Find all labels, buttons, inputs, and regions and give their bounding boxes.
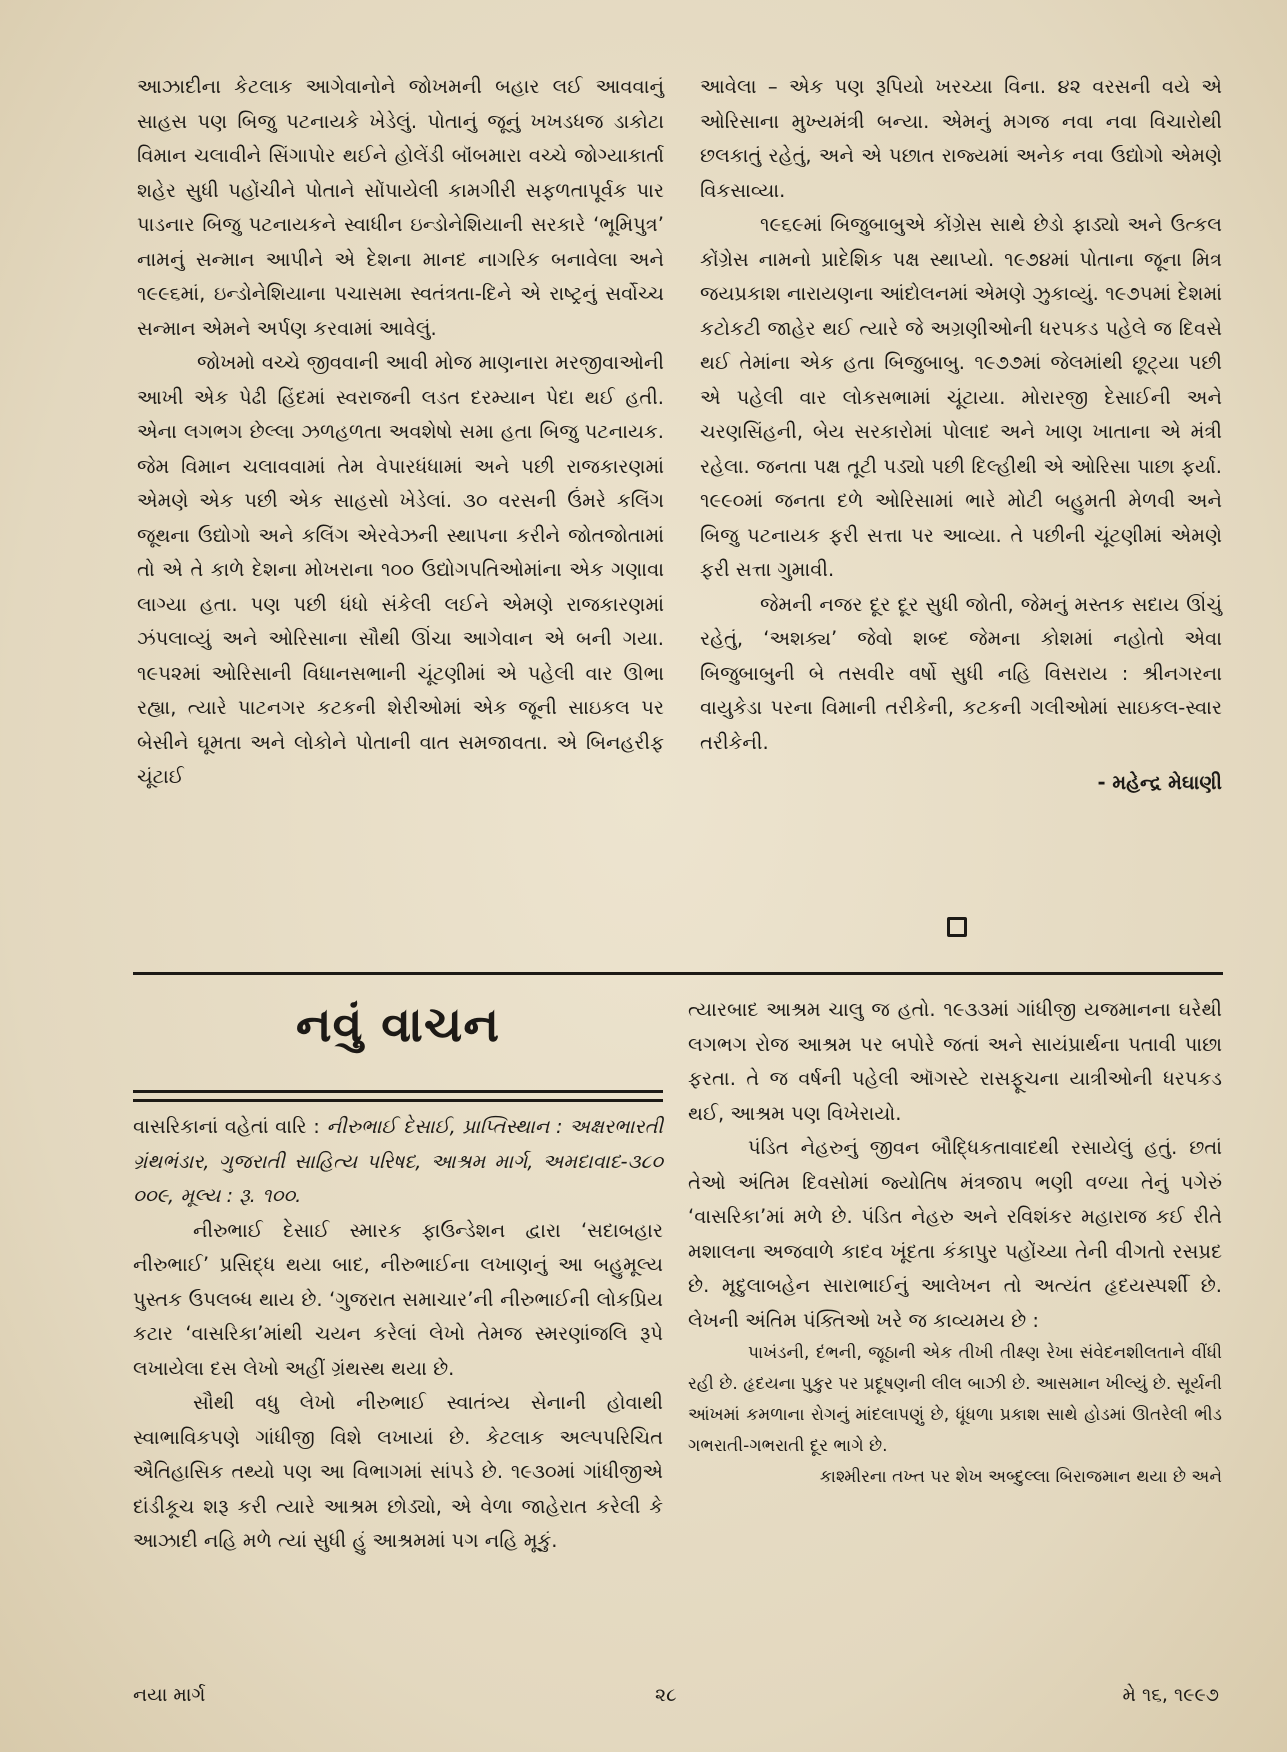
- article-paragraph: આવેલા – એક પણ રૂપિયો ખરચ્યા વિના. ૪૨ વરસની વયે એ ઓરિસાના મુખ્યમંત્રી બન્યા. એમનું મગજ નવા નવા વિચારોથી છલકાતું રહેતું, અને એ પછાત રાજ્યમાં અનેક નવા ઉદ્યોગો એમણે વિકસાવ્યા.: [700, 75, 1222, 202]
- section-divider: [133, 972, 1223, 975]
- article-paragraph: ૧૯૬૯માં બિજુબાબુએ કોંગ્રેસ સાથે છેડો ફાડ્યો અને ઉત્કલ કોંગ્રેસ નામનો પ્રાદેશિક પક્ષ સ્થાપ્યો. ૧૯૭૪માં પોતાના જૂના મિત્ર જયપ્રકાશ નારાયણના આંદોલનમાં એમણે ઝુકાવ્યું. ૧૯૭૫માં દેશમાં કટોકટી જાહેર થઈ ત્યારે જે અગ્રણીઓની ધરપકડ પહેલે જ દિવસે થઈ તેમાંના એક હતા બિજુબાબુ. ૧૯૭૭માં જેલમાંથી છૂટ્યા પછી એ પહેલી વાર લોકસભામાં ચૂંટાયા. મોરારજી દેસાઈની અને ચરણસિંહની, બેય સરકારોમાં પોલાદ અને ખાણ ખાતાના એ મંત્રી રહેલા. જનતા પક્ષ તૂટી પડ્યો પછી દિલ્હીથી એ ઓરિસા પાછા ફર્યા. ૧૯૯૦માં જનતા દળે ઓરિસામાં ભારે મોટી બહુમતી મેળવી અને બિજુ પટનાયક ફરી સત્તા પર આવ્યા. તે પછીની ચૂંટણીમાં એમણે ફરી સત્તા ગુમાવી.: [700, 213, 1222, 581]
- book-details: નીરુભાઈ દેસાઈ, પ્રાપ્તિસ્થાન : અક્ષરભારતી ગ્રંથભંડાર, ગુજરાતી સાહિત્ય પરિષદ, આશ્રમ માર્ગ, અમદાવાદ-૩૮૦ ૦૦૯, મૂલ્ય : રૂ. ૧૦૦.: [133, 1115, 664, 1207]
- author-signature: - મહેન્દ્ર મેઘાણી: [1097, 771, 1222, 794]
- top-left-column: [137, 70, 664, 795]
- end-of-article-mark: [947, 917, 967, 937]
- top-right-column: [700, 70, 1222, 801]
- book-title: વાસરિકાનાં વહેતાં વારિ :: [133, 1115, 327, 1138]
- footer-page-number: ૨૮: [655, 1684, 677, 1706]
- review-paragraph: પંડિત નેહરુનું જીવન બૌદ્ધિકતાવાદથી રસાયેલું હતું. છતાં તેઓ અંતિમ દિવસોમાં જ્યોતિષ મંત્રજાપ ભણી વળ્યા તેનું પગેરું ‘વાસરિકા’માં મળે છે. પંડિત નેહરુ અને રવિશંકર મહારાજ કઈ રીતે મશાલના અજવાળે કાદવ ખૂંદતા કંકાપુર પહોંચ્યા તેની વીગતો રસપ્રદ છે. મૃદુલાબહેન સારાભાઈનું આલેખન તો અત્યંત હૃદયસ્પર્શી છે. લેખની અંતિમ પંક્તિઓ ખરે જ કાવ્યમય છે :: [688, 1136, 1222, 1332]
- block-quote: પાખંડની, દંભની, જૂઠાની એક તીખી તીક્ષ્ણ રેખા સંવેદનશીલતાને વીંધી રહી છે. હૃદયના પુકુર પર પ્રદૂષણની લીલ બાઝી છે. આસમાન ખીલ્યું છે. સૂર્યની આંખમાં કમળાના રોગનું માંદલાપણું છે, ધૂંધળા પ્રકાશ સાથે હોડમાં ઊતરેલી ભીડ ગભરાતી-ગભરાતી દૂર ભાગે છે.: [688, 1343, 1222, 1456]
- article-paragraph: જોખમો વચ્ચે જીવવાની આવી મોજ માણનારા મરજીવાઓની આખી એક પેઢી હિંદમાં સ્વરાજની લડત દરમ્યાન પેદા થઈ હતી. એના લગભગ છેલ્લા ઝળહળતા અવશેષો સમા હતા બિજુ પટનાયક. જેમ વિમાન ચલાવવામાં તેમ વેપારધંધામાં અને પછી રાજકારણમાં એમણે એક પછી એક સાહસો ખેડેલાં. ૩૦ વરસની ઉંમરે કલિંગ જૂથના ઉદ્યોગો અને કલિંગ એરવેઝની સ્થાપના કરીને જોતજોતામાં તો એ તે કાળે દેશના મોખરાના ૧૦૦ ઉદ્યોગપતિઓમાંના એક ગણાવા લાગ્યા હતા. પણ પછી ધંધો સંકેલી લઈને એમણે રાજકારણમાં ઝંપલાવ્યું અને ઓરિસાના સૌથી ઊંચા આગેવાન એ બની ગયા. ૧૯૫૨માં ઓરિસાની વિધાનસભાની ચૂંટણીમાં એ પહેલી વાર ઊભા રહ્યા, ત્યારે પાટનગર કટકની શેરીઓમાં એક જૂની સાઇકલ પર બેસીને ઘૂમતા અને લોકોને પોતાની વાત સમજાવતા. એ બિનહરીફ ચૂંટાઈ: [137, 351, 664, 788]
- bottom-right-column: [688, 993, 1222, 1493]
- section-title: નવું વાચન: [295, 997, 501, 1053]
- article-paragraph: જેમની નજર દૂર દૂર સુધી જોતી, જેમનું મસ્તક સદાય ઊંચું રહેતું, ‘અશક્ય’ જેવો શબ્દ જેમના કોશમાં નહોતો એવા બિજુબાબુની બે તસવીર વર્ષો સુધી નહિ વિસરાય : શ્રીનગરના વાયુકેડા પરના વિમાની તરીકેની, કટકની ગલીઓમાં સાઇકલ-સ્વાર તરીકેની.: [700, 592, 1222, 754]
- title-underline: [133, 1099, 663, 1102]
- continuation-line: કાશ્મીરના તખ્ત પર શેખ અબ્દુલ્લા બિરાજમાન થયા છે અને: [819, 1467, 1222, 1487]
- title-underline: [133, 1090, 663, 1093]
- book-reference: [133, 1110, 663, 1214]
- review-paragraph: નીરુભાઈ દેસાઈ સ્મારક ફાઉન્ડેશન દ્વારા ‘સદાબહાર નીરુભાઈ’ પ્રસિદ્ધ થયા બાદ, નીરુભાઈના લખાણનું આ બહુમૂલ્ય પુસ્તક ઉપલબ્ધ થાય છે. ‘ગુજરાત સમાચાર’ની નીરુભાઈની લોકપ્રિય કટાર ‘વાસરિકા’માંથી ચયન કરેલાં લેખો તેમજ સ્મરણાંજલિ રૂપે લખાયેલા દસ લેખો અહીં ગ્રંથસ્થ થયા છે.: [133, 1218, 663, 1380]
- article-paragraph: આઝાદીના કેટલાક આગેવાનોને જોખમની બહાર લઈ આવવાનું સાહસ પણ બિજુ પટનાયકે ખેડેલું. પોતાનું જૂનું ખખડધજ ડાકોટા વિમાન ચલાવીને સિંગાપોર થઈને હોલેંડી બૉંબમારા વચ્ચે જોગ્યાકાર્તા શહેર સુધી પહોંચીને પોતાને સોંપાયેલી કામગીરી સફળતાપૂર્વક પાર પાડનાર બિજુ પટનાયકને સ્વાધીન ઇન્ડોનેશિયાની સરકારે ‘ભૂમિપુત્ર’ નામનું સન્માન આપીને એ દેશના માનદ નાગરિક બનાવેલા અને ૧૯૯૬માં, ઇન્ડોનેશિયાના પચાસમા સ્વતંત્રતા-દિને એ રાષ્ટ્રનું સર્વોચ્ચ સન્માન એમને અર્પણ કરવામાં આવેલું.: [137, 75, 664, 340]
- bottom-left-column: [133, 1110, 663, 1559]
- review-paragraph: સૌથી વધુ લેખો નીરુભાઈ સ્વાતંત્ર્ય સેનાની હોવાથી સ્વાભાવિકપણે ગાંધીજી વિશે લખાયાં છે. કેટલાક અલ્પપરિચિત ઐતિહાસિક તથ્યો પણ આ વિભાગમાં સાંપડે છે. ૧૯૩૦માં ગાંધીજીએ દાંડીકૂચ શરૂ કરી ત્યારે આશ્રમ છોડ્યો, એ વેળા જાહેરાત કરેલી કે આઝાદી નહિ મળે ત્યાં સુધી હું આશ્રમમાં પગ નહિ મૂકું.: [133, 1391, 663, 1552]
- footer-date: મે ૧૬, ૧૯૯૭: [1122, 1684, 1219, 1706]
- review-paragraph: ત્યારબાદ આશ્રમ ચાલુ જ હતો. ૧૯૩૩માં ગાંધીજી યજમાનના ઘરેથી લગભગ રોજ આશ્રમ પર બપોરે જતાં અને સાયંપ્રાર્થના પતાવી પાછા ફરતા. તે જ વર્ષની પહેલી ઑગસ્ટે રાસફૂચના યાત્રીઓની ધરપકડ થઈ, આશ્રમ પણ વિખેરાયો.: [688, 998, 1222, 1125]
- footer-magazine-name: નયા માર્ગ: [133, 1684, 206, 1706]
